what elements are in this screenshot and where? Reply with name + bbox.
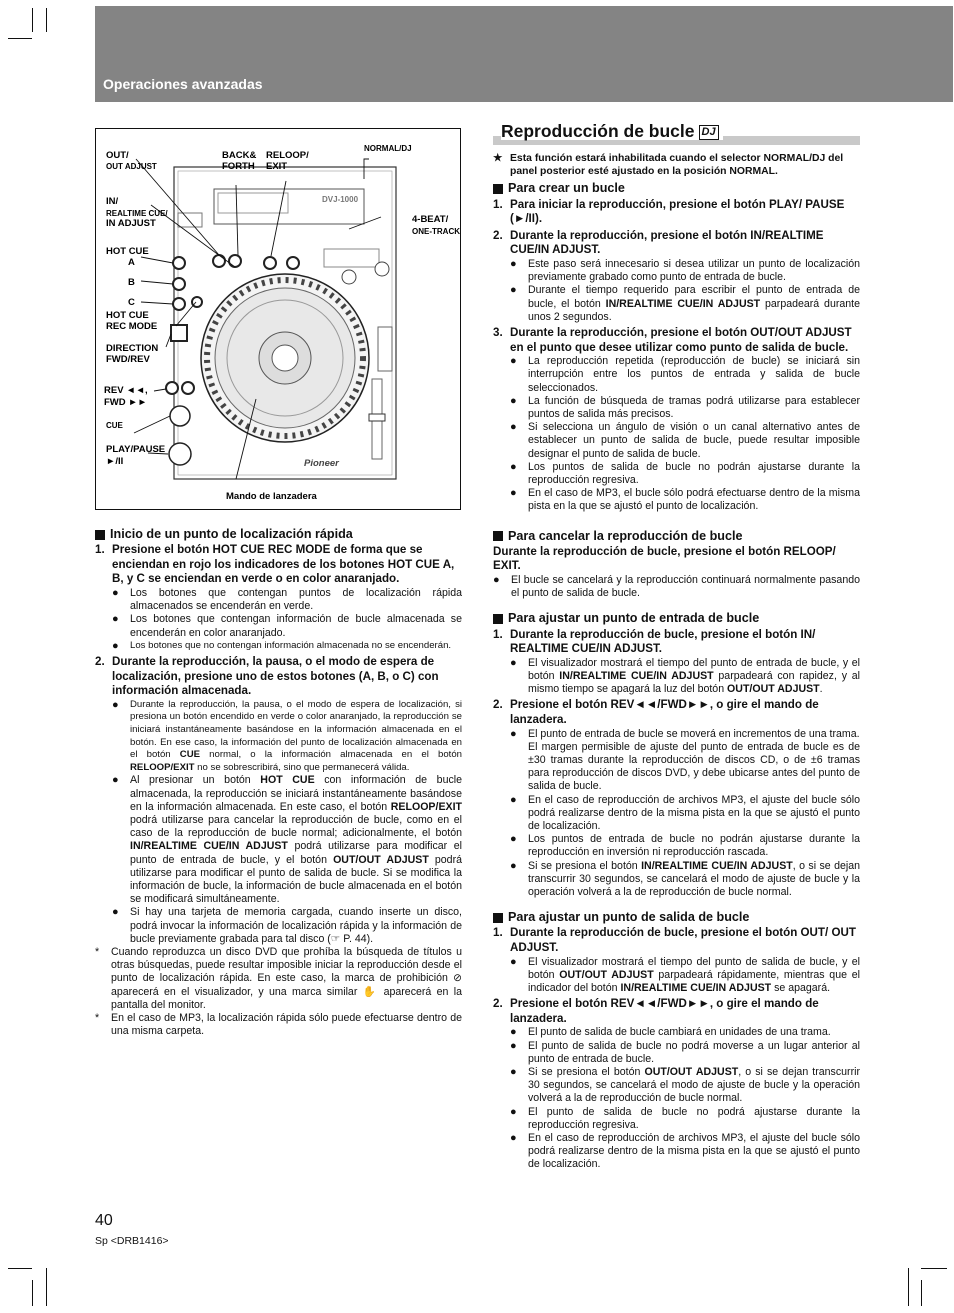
footnote: * Cuando reproduzca un disco DVD que prohíba la búsqueda de títulos u otras búsquedas, puede resultar imposible iniciar la reproducción desde el punto de localización rápida. En este caso, la marca de prohibición ⊘ aparecerá en el visualizador, y una marca similar ✋ aparecerá en la pantalla del monitor. bbox=[95, 945, 462, 1011]
label-exit: EXIT bbox=[266, 161, 288, 172]
prohibit-icon: ⊘ bbox=[453, 972, 462, 985]
label-in-adjust: IN ADJUST bbox=[106, 218, 156, 229]
label-out-adjust: OUT ADJUST bbox=[106, 162, 157, 171]
step-2: 2. Presione el botón REV◄◄/FWD►►, o gire el mando de lanzadera. bbox=[493, 698, 819, 727]
restriction-note: ★ Esta función estará inhabilitada cuando el selector NORMAL/DJ del panel posterior esté ajustado en la posición NORMAL. bbox=[493, 153, 844, 178]
step-2: 2. Presione el botón REV◄◄/FWD►►, o gire el mando de lanzadera. bbox=[493, 997, 819, 1025]
list-item: ● Si selecciona un ángulo de visión o un canal alternativo antes de establecer un punto de salida de bucle, puede resultar imposible designar el punto de salida de bucle. bbox=[510, 421, 860, 460]
device-illustration bbox=[95, 128, 461, 510]
list-item: ● El punto de salida de bucle no podrá ajustarse durante la reproducción regresiva. bbox=[510, 1105, 860, 1131]
right-column bbox=[493, 121, 861, 1172]
section-heading-exit: Para ajustar un punto de salida de bucle bbox=[493, 911, 860, 924]
label-play-symbol: ►/II bbox=[106, 456, 124, 467]
list-item: ● Los puntos de salida de bucle no podrán ajustarse durante la reproducción regresiva. bbox=[510, 460, 860, 487]
label-fwd: FWD ►► bbox=[104, 397, 148, 408]
star-icon: ★ bbox=[493, 153, 503, 164]
cancel-step: Durante la reproducción de bucle, presione el botón RELOOP/ EXIT. bbox=[493, 544, 836, 573]
label-fwd-rev: FWD/REV bbox=[106, 354, 150, 365]
section-heading-quick-cue: Inicio de un punto de localización rápida bbox=[95, 528, 462, 541]
list-item: ● Al presionar un botón HOT CUE con información de bucle almacenada, la reproducción se iniciará instantáneamente basándose en la información almacenada. En este caso, el botón RELOOP/EXIT podrá utilizarse para cancelar la reproducción de bucle, como en el caso de la reproducción de bucle normal; adicionalmente, el botón IN/REALTIME CUE/IN ADJUST podrá utilizarse para modificar el punto de entrada de bucle, y el botón OUT/OUT ADJUST podrá utilizarse para modificar el punto de salida de bucle. Si se modifica la información de bucle, la información de bucle almacenada en el botón se modificará simultáneamente. bbox=[112, 774, 463, 906]
list-item: ● Si hay una tarjeta de memoria cargada, cuando inserte un disco, podrá invocar la información de localización rápida y la información de bucle previamente grabada para tal disco (☞ P. 44). bbox=[112, 906, 462, 945]
label-reloop: RELOOP/ bbox=[266, 150, 309, 161]
list-item: ● El visualizador mostrará el tiempo del punto de entrada de bucle, y el botón IN/REALTIME CUE/IN ADJUST parpadeará con rapidez, y al mismo tiempo se apagará la luz del botón OUT/OUT ADJUST. bbox=[510, 656, 861, 696]
label-back: BACK& bbox=[222, 150, 257, 161]
label-hot-cue-b: B bbox=[128, 277, 135, 288]
section-heading-cancel: Para cancelar la reproducción de bucle bbox=[493, 530, 860, 543]
pioneer-logo: Pioneer bbox=[304, 458, 339, 469]
label-direction: DIRECTION bbox=[106, 343, 159, 354]
label-one-track: ONE-TRACK bbox=[412, 227, 460, 236]
list-item: ● El punto de salida de bucle cambiará en unidades de una trama. bbox=[510, 1026, 831, 1039]
label-hot-cue: HOT CUE bbox=[106, 246, 149, 257]
list-item: ● Durante el tiempo requerido para escribir el punto de entrada de bucle, el botón IN/REALTIME CUE/IN ADJUST parpadeará durante unos 2 segundos. bbox=[510, 284, 860, 323]
list-item: ● Los botones que contengan puntos de localización rápida almacenados se encenderán en verde. bbox=[112, 586, 462, 613]
label-forth: FORTH bbox=[222, 161, 255, 172]
list-item: ● El punto de entrada de bucle se moverá en incrementos de una trama. El margen permisible de ajuste del punto de entrada de bucle es de ±30 tramas durante la reproducción de discos CD, o de ±6 tramas para reproducción de discos DVD, y debe ubicarse antes del punto de salida de bucle. bbox=[510, 727, 860, 793]
list-item: ● En el caso de reproducción de archivos MP3, el ajuste del bucle sólo podrá realizarse dentro de la misma pista en la que se ajustó el punto de localización. bbox=[510, 793, 860, 833]
list-item: ● En el caso de reproducción de archivos MP3, el ajuste del bucle sólo podrá realizarse dentro de la misma pista en la que se ajustó el punto de localización. bbox=[510, 1132, 860, 1171]
label-hot-cue-rec: HOT CUE bbox=[106, 310, 149, 321]
left-column bbox=[95, 528, 462, 1038]
list-item: ● El visualizador mostrará el tiempo del punto de salida de bucle, y el botón OUT/OUT ADJUST parpadeará rápidamente, mientras que el indicador del botón IN/REALTIME CUE/IN ADJUST se apagará. bbox=[510, 955, 860, 995]
label-realtime-cue: REALTIME CUE/ bbox=[106, 209, 168, 218]
step-1: 1. Presione el botón HOT CUE REC MODE de forma que se enciendan en rojo los indicadores de los botones HOT CUE A, B, y C se enciendan en verde o en color anaranjado. bbox=[95, 543, 455, 586]
list-item: ● Los puntos de entrada de bucle no podrán ajustarse durante la reproducción en inversión ni reproducción rascada. bbox=[510, 833, 860, 859]
step-1: 1. Durante la reproducción de bucle, presione el botón OUT/ OUT ADJUST. bbox=[493, 926, 856, 955]
section-heading-create: Para crear un bucle bbox=[493, 182, 860, 195]
list-item: ● Los botones que contengan información de bucle almacenada se encenderán en color anaranjado. bbox=[112, 613, 462, 639]
section-header bbox=[95, 6, 953, 102]
label-in: IN/ bbox=[106, 196, 119, 207]
label-rev: REV ◄◄, bbox=[104, 385, 148, 396]
label-hot-cue-a: A bbox=[128, 257, 135, 268]
label-hot-cue-c: C bbox=[128, 297, 135, 308]
page-title: Reproducción de bucle DJ bbox=[501, 125, 723, 140]
section-heading-entry: Para ajustar un punto de entrada de bucle bbox=[493, 612, 860, 625]
list-item: ● La función de búsqueda de tramas podrá utilizarse para establecer puntos de salida más precisos. bbox=[510, 394, 860, 420]
list-item: ● Durante la reproducción, la pausa, o el modo de espera de localización, si presiona un botón encendido en verde o color anaranjado, la reproducción se iniciará instantáneamente basándose en la información almacenada en el botón. En ese caso, la información del punto de localización almacenada en el botón CUE normal, o la información almacenada en el botón RELOOP/EXIT no se sobrescribirá, sino que permanecerá válida. bbox=[112, 698, 462, 773]
page-number: 40 bbox=[95, 1212, 113, 1229]
label-out: OUT/ bbox=[106, 150, 129, 161]
label-4-beat: 4-BEAT/ bbox=[412, 214, 449, 225]
list-item: ● Los botones que no contengan información almacenada no se encenderán. bbox=[112, 639, 452, 652]
step-1: 1. Para iniciar la reproducción, presione el botón PLAY/ PAUSE (►/II). bbox=[493, 197, 845, 226]
footnote: * En el caso de MP3, la localización rápida sólo puede efectuarse dentro de una misma carpeta. bbox=[95, 1012, 462, 1038]
list-item: ● Si se presiona el botón OUT/OUT ADJUST, o si se dejan transcurrir 30 segundos, se cancelará el modo de ajuste de bucle y la operación volverá a la de reproducción de bucle normal. bbox=[510, 1066, 860, 1105]
step-2: 2. Durante la reproducción, la pausa, o el modo de espera de localización, presione uno de estos botones (A, B, o C) con información almacenada. bbox=[95, 655, 439, 698]
label-cue: CUE bbox=[106, 421, 123, 430]
device-model: DVJ-1000 bbox=[322, 195, 359, 204]
list-item: ● Si se presiona el botón IN/REALTIME CUE/IN ADJUST, o si se dejan transcurrir 30 segundos, se cancelará el modo de ajuste de bucle y la operación volverá a la de reproducción de bucle normal. bbox=[510, 859, 861, 899]
label-normal-dj: NORMAL/DJ bbox=[364, 144, 412, 153]
document-code: Sp <DRB1416> bbox=[95, 1235, 169, 1247]
list-item: ● Este paso será innecesario si desea utilizar un punto de localización previamente grabado como punto de entrada de bucle. bbox=[510, 257, 860, 284]
label-jog-dial: Mando de lanzadera bbox=[226, 491, 317, 502]
step-3: 3. Durante la reproducción, presione el botón OUT/OUT ADJUST en el punto que desee utilizar como punto de salida de bucle. bbox=[493, 326, 852, 354]
label-play-pause: PLAY/PAUSE bbox=[106, 444, 166, 455]
step-1: 1. Durante la reproducción de bucle, presione el botón IN/ REALTIME CUE/IN ADJUST. bbox=[493, 627, 816, 656]
list-item: ● En el caso de MP3, el bucle sólo podrá efectuarse dentro de la misma pista en la que se ajustó el punto de localización. bbox=[510, 487, 860, 513]
prohibit-hand-icon: ✋ bbox=[362, 985, 379, 998]
step-2: 2. Durante la reproducción, presione el botón IN/REALTIME CUE/IN ADJUST. bbox=[493, 228, 824, 257]
dj-badge: DJ bbox=[699, 125, 719, 140]
list-item: ● La reproducción repetida (reproducción de bucle) se iniciará sin interrupción entre los puntos de entrada y salida de bucle seleccionados. bbox=[510, 355, 860, 394]
list-item: ● El punto de salida de bucle no podrá moverse a un lugar anterior al punto de entrada de bucle. bbox=[510, 1039, 860, 1065]
list-item: ● El bucle se cancelará y la reproducción continuará normalmente pasando el punto de salida de bucle. bbox=[493, 574, 860, 600]
label-rec-mode: REC MODE bbox=[106, 321, 158, 332]
section-title: Operaciones avanzadas bbox=[103, 76, 263, 92]
